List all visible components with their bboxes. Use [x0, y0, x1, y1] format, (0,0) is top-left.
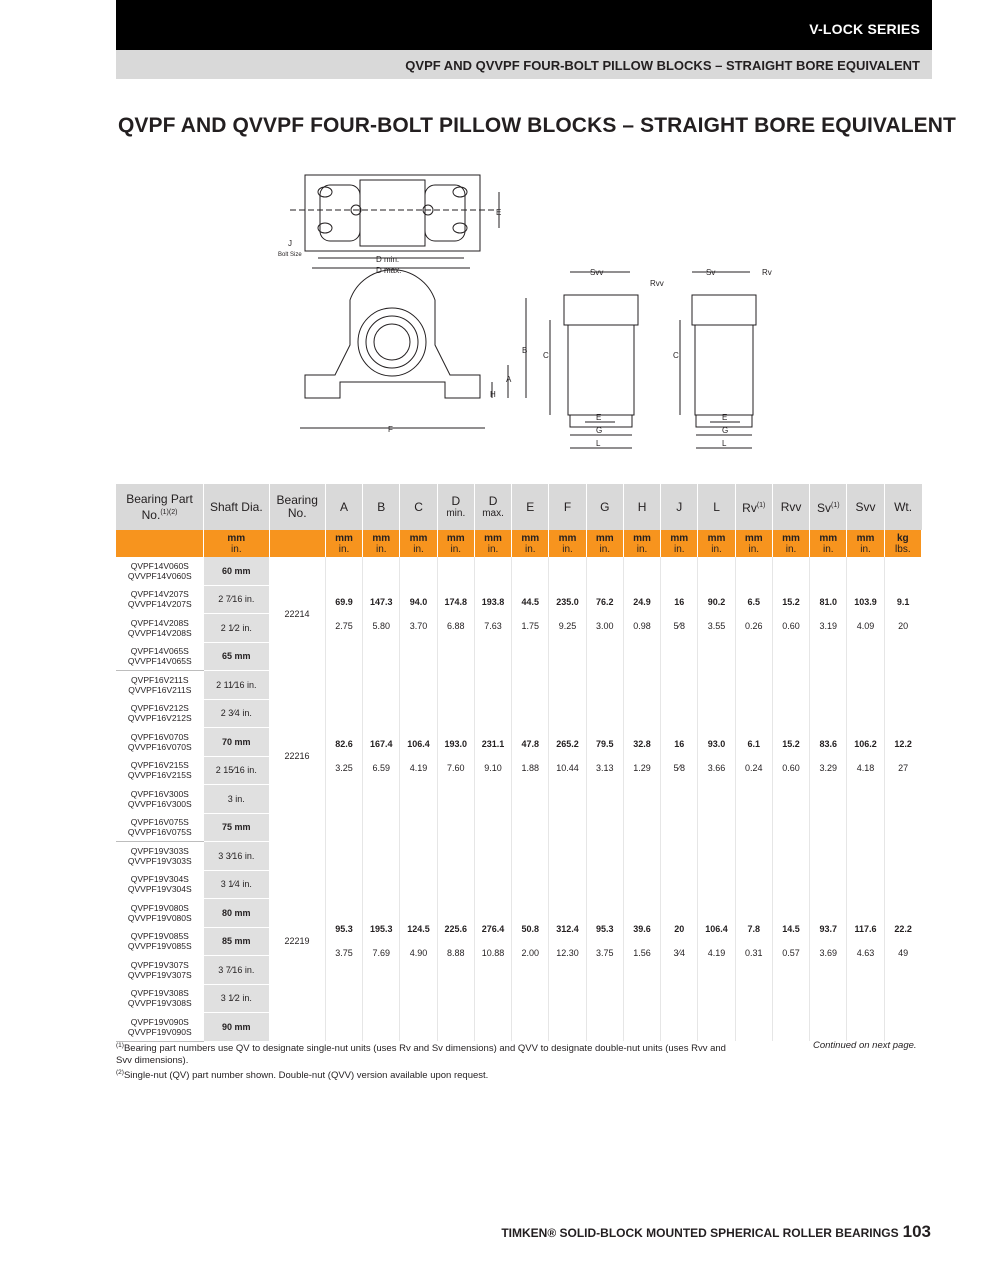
shaft-diameter-cell: 75 mm — [204, 813, 269, 842]
part-number-cell: QVPF16V300S QVVPF16V300S — [127, 788, 192, 809]
col-header: J — [661, 484, 698, 530]
dim-label: G — [596, 426, 603, 435]
col-header: H — [623, 484, 660, 530]
part-number-cell: QVPF16V070S QVVPF16V070S — [127, 731, 192, 752]
part-number-cell: QVPF14V065S QVVPF14V065S — [116, 642, 204, 671]
unit-cell: mm in. — [204, 530, 269, 557]
dimension-value-cell: 167.4 6.59 — [363, 671, 400, 842]
col-header: C — [400, 484, 437, 530]
dimension-value-cell: 20 3⁄4 — [661, 842, 698, 1042]
dimension-value-cell: 106.4 4.19 — [400, 671, 437, 842]
dimension-value-cell: 32.8 1.29 — [623, 671, 660, 842]
bearing-number-cell: 22219 — [269, 842, 325, 1042]
unit-cell: mm in. — [661, 530, 698, 557]
col-header: Bearing Part No.$^{(1)(2)}$ — [116, 484, 204, 530]
dimension-value-cell: 117.6 4.63 — [847, 842, 884, 1042]
dim-label: G — [722, 426, 729, 435]
dimension-value-cell: 76.2 3.00 — [586, 557, 623, 671]
dim-label: A — [506, 375, 512, 384]
col-header: Rv$^{(1)}$ — [735, 484, 772, 530]
dimension-value-cell: 83.6 3.29 — [810, 671, 847, 842]
footnote-2: $^{(2)}$Single-nut (QV) part number shown. Double-nut (QVV) version available upon request. — [116, 1069, 489, 1082]
part-number-cell: QVPF16V075S QVVPF16V075S — [116, 813, 204, 842]
dimension-value-cell: 50.8 2.00 — [512, 842, 549, 1042]
footnotes — [116, 1040, 726, 1082]
dim-label: Rv — [762, 268, 772, 277]
table-row — [116, 557, 922, 585]
shaft-diameter-cell: 65 mm — [204, 642, 269, 671]
dimension-value-cell: 225.6 8.88 — [437, 842, 474, 1042]
dim-label: Rvv — [650, 279, 664, 288]
dimension-value-cell: 14.5 0.57 — [772, 842, 809, 1042]
dimension-value-cell: 79.5 3.13 — [586, 671, 623, 842]
footnote-1: $^{(1)}$Bearing part numbers use QV to designate single-nut units (uses Rv and Sv dimensions) and QVV to designate double-nut units (uses Rvv and Svv dimensions). — [116, 1042, 726, 1067]
col-header: D min. — [437, 484, 474, 530]
dim-label: L — [596, 439, 601, 448]
unit-cell: mm in. — [735, 530, 772, 557]
dimension-value-cell: 90.2 3.55 — [698, 557, 735, 671]
col-header: Wt. — [884, 484, 921, 530]
table-body — [116, 557, 922, 1041]
unit-cell — [116, 530, 204, 557]
dimension-value-cell: 9.1 20 — [884, 557, 921, 671]
col-header: Sv$^{(1)}$ — [810, 484, 847, 530]
dimension-value-cell: 103.9 4.09 — [847, 557, 884, 671]
dimension-value-cell: 193.8 7.63 — [474, 557, 511, 671]
footer-text: TIMKEN® SOLID-BLOCK MOUNTED SPHERICAL ROLLER BEARINGS — [501, 1226, 899, 1240]
shaft-diameter-cell: 2 11⁄16 in. — [204, 671, 269, 700]
table-header-row — [116, 484, 922, 530]
dim-label: L — [722, 439, 727, 448]
part-number-cell: QVPF19V308S QVVPF19V308S — [127, 988, 192, 1009]
dimension-drawing — [270, 160, 790, 460]
dimension-value-cell: 7.8 0.31 — [735, 842, 772, 1042]
shaft-diameter-cell: 2 7⁄16 in. — [204, 585, 269, 614]
dim-label: C — [543, 351, 549, 360]
col-header: F — [549, 484, 586, 530]
dimension-value-cell: 6.5 0.26 — [735, 557, 772, 671]
dimension-value-cell: 93.7 3.69 — [810, 842, 847, 1042]
dimension-value-cell: 24.9 0.98 — [623, 557, 660, 671]
dimension-value-cell: 276.4 10.88 — [474, 842, 511, 1042]
shaft-diameter-cell: 3 3⁄16 in. — [204, 842, 269, 871]
col-header: E — [512, 484, 549, 530]
dimension-table — [116, 484, 922, 1042]
dimension-value-cell: 69.9 2.75 — [325, 557, 362, 671]
dimension-value-cell: 174.8 6.88 — [437, 557, 474, 671]
dim-label: Svv — [590, 268, 604, 277]
unit-cell: mm in. — [586, 530, 623, 557]
table-row — [116, 671, 922, 700]
col-header: A — [325, 484, 362, 530]
dimension-value-cell: 39.6 1.56 — [623, 842, 660, 1042]
dimension-value-cell: 16 5⁄8 — [661, 671, 698, 842]
dim-label: H — [490, 390, 496, 399]
page-title: QVPF AND QVVPF FOUR-BOLT PILLOW BLOCKS – STRAIGHT BORE EQUIVALENT — [118, 114, 956, 137]
shaft-diameter-cell: 3 1⁄4 in. — [204, 870, 269, 899]
part-number-cell: QVPF16V211S QVVPF16V211S — [128, 675, 192, 695]
dim-label: E — [496, 208, 502, 217]
part-number-cell: QVPF14V208S QVVPF14V208S — [127, 617, 192, 638]
part-number-cell: QVPF19V304S QVVPF19V304S — [127, 874, 192, 895]
dimension-value-cell: 16 5⁄8 — [661, 557, 698, 671]
col-header: Rvv — [772, 484, 809, 530]
page-number: 103 — [902, 1222, 931, 1241]
col-header: L — [698, 484, 735, 530]
page-footer — [501, 1222, 931, 1242]
series-header-bar — [116, 0, 932, 50]
dimension-value-cell: 193.0 7.60 — [437, 671, 474, 842]
bearing-number-cell: 22216 — [269, 671, 325, 842]
part-number-cell: QVPF16V215S QVVPF16V215S — [127, 760, 192, 781]
dimension-value-cell: 22.2 49 — [884, 842, 921, 1042]
dim-label: D min. — [376, 255, 400, 264]
col-header: B — [363, 484, 400, 530]
continued-note: Continued on next page. — [813, 1040, 917, 1051]
dimension-value-cell: 93.0 3.66 — [698, 671, 735, 842]
dimension-value-cell: 47.8 1.88 — [512, 671, 549, 842]
dimension-value-cell: 95.3 3.75 — [586, 842, 623, 1042]
unit-cell — [269, 530, 325, 557]
unit-cell: mm in. — [474, 530, 511, 557]
shaft-diameter-cell: 90 mm — [204, 1013, 269, 1042]
dimension-value-cell: 94.0 3.70 — [400, 557, 437, 671]
dimension-value-cell: 235.0 9.25 — [549, 557, 586, 671]
unit-cell: mm in. — [772, 530, 809, 557]
bearing-number-cell: 22214 — [269, 557, 325, 671]
part-number-cell: QVPF19V080S QVVPF19V080S — [127, 902, 192, 923]
dimension-value-cell: 312.4 12.30 — [549, 842, 586, 1042]
unit-cell: mm in. — [325, 530, 362, 557]
dimension-value-cell: 95.3 3.75 — [325, 842, 362, 1042]
unit-cell: mm in. — [810, 530, 847, 557]
shaft-diameter-cell: 3 7⁄16 in. — [204, 956, 269, 985]
shaft-diameter-cell: 2 15⁄16 in. — [204, 756, 269, 785]
part-number-cell: QVPF19V307S QVVPF19V307S — [127, 959, 192, 980]
dimension-value-cell: 124.5 4.90 — [400, 842, 437, 1042]
dimension-value-cell: 6.1 0.24 — [735, 671, 772, 842]
unit-cell: mm in. — [512, 530, 549, 557]
section-subtitle: QVPF AND QVVPF FOUR-BOLT PILLOW BLOCKS – STRAIGHT BORE EQUIVALENT — [405, 58, 920, 73]
col-header: D max. — [474, 484, 511, 530]
dim-label: B — [522, 346, 528, 355]
col-header: Bearing No. — [269, 484, 325, 530]
dim-label: J — [288, 239, 292, 248]
dim-label: Sv — [706, 268, 716, 277]
dim-label: E — [722, 413, 728, 422]
unit-cell: mm in. — [437, 530, 474, 557]
dimension-value-cell: 44.5 1.75 — [512, 557, 549, 671]
dimension-value-cell: 12.2 27 — [884, 671, 921, 842]
unit-cell: mm in. — [363, 530, 400, 557]
part-number-cell: QVPF16V212S QVVPF16V212S — [127, 703, 192, 724]
dimension-value-cell: 106.4 4.19 — [698, 842, 735, 1042]
shaft-diameter-cell: 80 mm — [204, 899, 269, 928]
unit-cell: mm in. — [623, 530, 660, 557]
shaft-diameter-cell: 85 mm — [204, 927, 269, 956]
shaft-diameter-cell: 3 in. — [204, 785, 269, 814]
shaft-diameter-cell: 60 mm — [204, 557, 269, 585]
shaft-diameter-cell: 3 1⁄2 in. — [204, 984, 269, 1013]
dimension-value-cell: 15.2 0.60 — [772, 671, 809, 842]
shaft-diameter-cell: 2 1⁄2 in. — [204, 614, 269, 643]
unit-cell: mm in. — [400, 530, 437, 557]
unit-cell: kg lbs. — [884, 530, 921, 557]
unit-cell: mm in. — [549, 530, 586, 557]
part-number-cell: QVPF14V207S QVVPF14V207S — [127, 589, 192, 610]
shaft-diameter-cell: 2 3⁄4 in. — [204, 699, 269, 728]
dimension-value-cell: 231.1 9.10 — [474, 671, 511, 842]
units-row — [116, 530, 922, 557]
unit-cell: mm in. — [847, 530, 884, 557]
col-header: G — [586, 484, 623, 530]
dimension-value-cell: 15.2 0.60 — [772, 557, 809, 671]
col-header: Shaft Dia. — [204, 484, 269, 530]
dim-label: D max. — [376, 266, 402, 275]
series-title: V-LOCK SERIES — [809, 21, 920, 37]
part-number-cell: QVPF19V085S QVVPF19V085S — [127, 931, 192, 952]
dimension-value-cell: 106.2 4.18 — [847, 671, 884, 842]
dimension-value-cell: 195.3 7.69 — [363, 842, 400, 1042]
dimension-value-cell: 82.6 3.25 — [325, 671, 362, 842]
dim-label: F — [388, 425, 393, 434]
dimension-value-cell: 81.0 3.19 — [810, 557, 847, 671]
unit-cell: mm in. — [698, 530, 735, 557]
table-row — [116, 842, 922, 871]
shaft-diameter-cell: 70 mm — [204, 728, 269, 757]
col-header: Svv — [847, 484, 884, 530]
part-number-cell: QVPF14V060S QVVPF14V060S — [127, 561, 192, 581]
dim-label: E — [596, 413, 602, 422]
section-header-bar — [116, 50, 932, 79]
dim-label: Bolt Size — [278, 252, 302, 258]
dimension-value-cell: 147.3 5.80 — [363, 557, 400, 671]
dimension-value-cell: 265.2 10.44 — [549, 671, 586, 842]
dim-label: C — [673, 351, 679, 360]
part-number-cell: QVPF19V303S QVVPF19V303S — [127, 846, 192, 866]
part-number-cell: QVPF19V090S QVVPF19V090S — [116, 1013, 204, 1042]
